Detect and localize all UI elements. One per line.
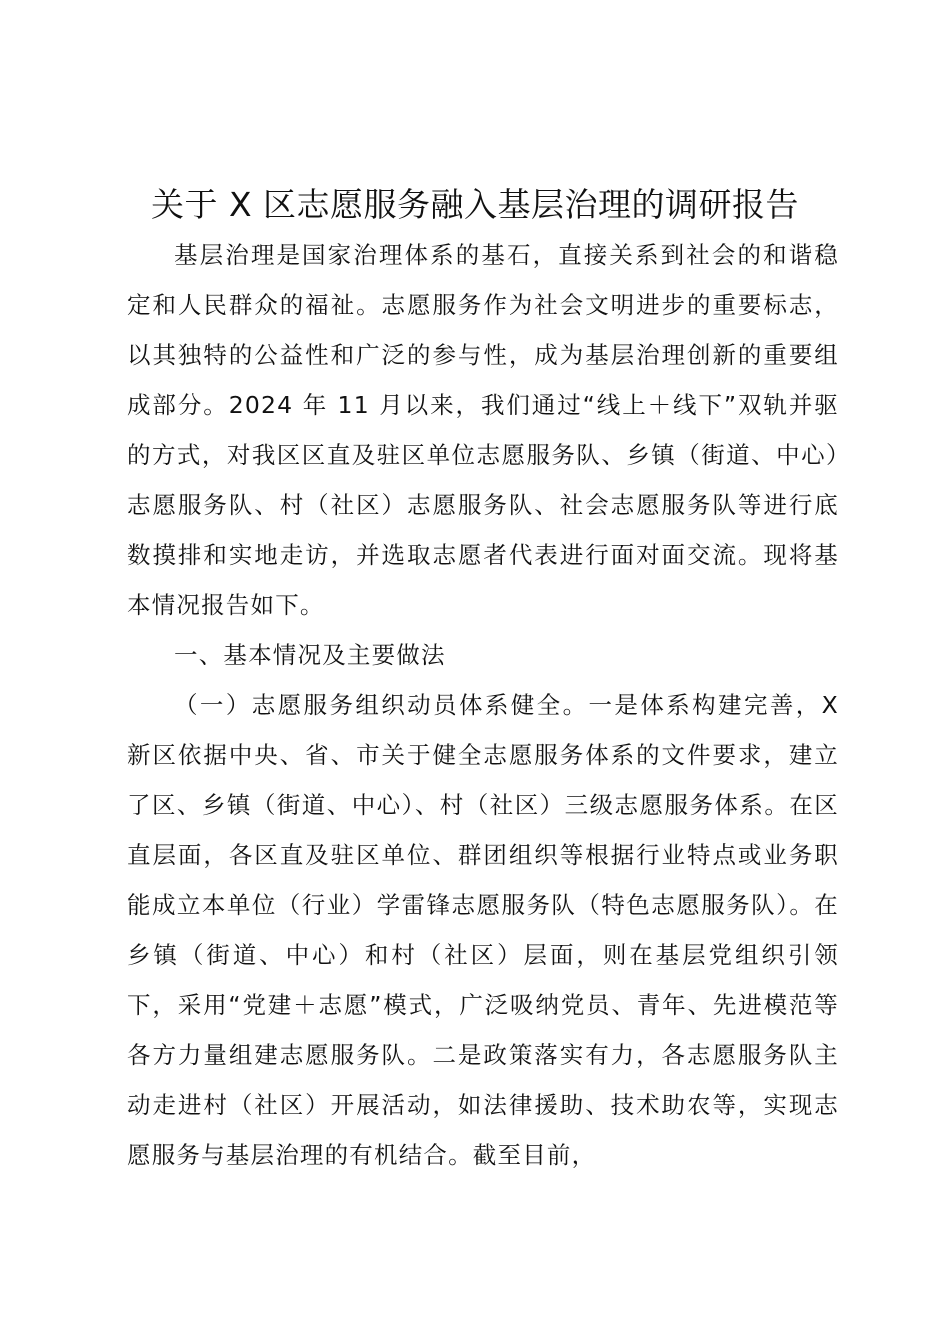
section-heading: 一、基本情况及主要做法 [174,641,446,669]
document-body [127,230,839,1180]
section-paragraph: （一）志愿服务组织动员体系健全。一是体系构建完善，X 新区依据中央、省、市关于健全志愿服务体系的文件要求，建立了区、乡镇（街道、中心）、村（社区）三级志愿服务体系。在区直层面，各区直及驻区单位、群团组织等根据行业特点或业务职能成立本单位（行业）学雷锋志愿服务队（特色志愿服务队）。在乡镇（街道、中心）和村（社区）层面，则在基层党组织引领下，采用“党建＋志愿”模式，广泛吸纳党员、青年、先进模范等各方力量组建志愿服务队。二是政策落实有力，各志愿服务队主动走进村（社区）开展活动，如法律援助、技术助农等，实现志愿服务与基层治理的有机结合。截至目前， [127,691,839,1169]
intro-paragraph: 基层治理是国家治理体系的基石，直接关系到社会的和谐稳定和人民群众的福祉。志愿服务作为社会文明进步的重要标志，以其独特的公益性和广泛的参与性，成为基层治理创新的重要组成部分。2024 年 11 月以来，我们通过“线上＋线下”双轨并驱的方式，对我区区直及驻区单位志愿服务队、乡镇（街道、中心）志愿服务队、村（社区）志愿服务队、社会志愿服务队等进行底数摸排和实地走访，并选取志愿者代表进行面对面交流。现将基本情况报告如下。 [127,241,839,619]
document-title: 关于 X 区志愿服务融入基层治理的调研报告 [150,185,800,224]
